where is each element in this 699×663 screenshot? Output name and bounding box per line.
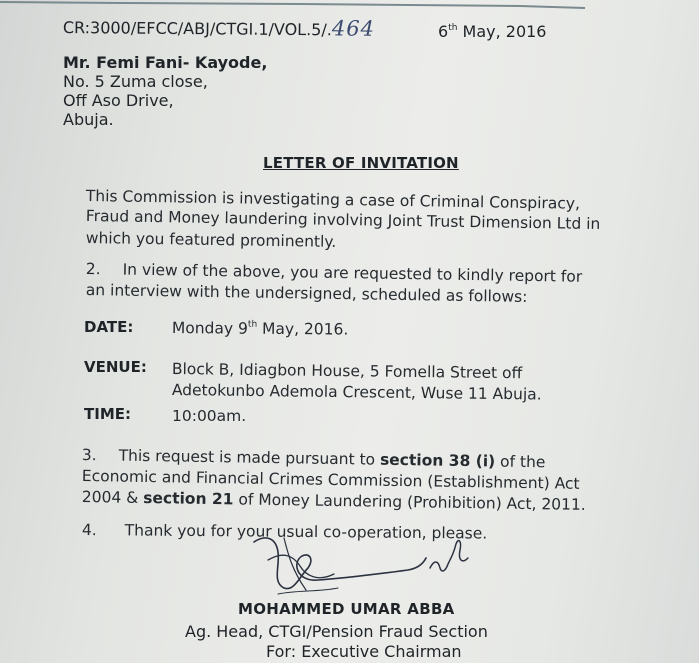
date-value-rest: May, 2016.: [257, 319, 349, 339]
para3-text-1a: This request is made pursuant to: [118, 446, 381, 469]
signatory-title: Ag. Head, CTGI/Pension Fraud Section: [185, 622, 488, 641]
date-rest: May, 2016: [457, 22, 547, 41]
para3-section-38: section 38 (i): [379, 450, 496, 471]
date-value-main: Monday 9: [171, 319, 248, 338]
letter-date: [438, 22, 546, 41]
recipient-address-line-1: No. 5 Zuma close,: [63, 72, 208, 91]
para4-text: Thank you for your usual co-operation, please.: [124, 521, 488, 543]
recipient-address-line-2: Off Aso Drive,: [63, 91, 174, 110]
recipient-address-line-3: Abuja.: [63, 110, 114, 129]
para3-line-3: [82, 488, 586, 514]
signatory-for: For: Executive Chairman: [266, 642, 462, 661]
time-label: TIME:: [84, 405, 131, 423]
para3-line-2: Economic and Financial Crimes Commission (Establishment) Act: [81, 467, 580, 493]
para1-line-2: Fraud and Money laundering involving Joint Trust Dimension Ltd in: [85, 207, 601, 234]
para1-line-3: which you featured prominently.: [85, 229, 337, 251]
para1-line-1: This Commission is investigating a case of Criminal Conspiracy,: [85, 187, 581, 213]
reference-handwritten: 464: [331, 16, 376, 41]
date-label: DATE:: [84, 318, 134, 336]
recipient-name: Mr. Femi Fani- Kayode,: [63, 53, 268, 72]
venue-line-1: Block B, Idiagbon House, 5 Fomella Street off: [171, 360, 523, 383]
venue-line-2: Adetokunbo Ademola Crescent, Wuse 11 Abuja.: [171, 381, 542, 404]
time-value: 10:00am.: [172, 407, 247, 425]
date-day: 6: [438, 22, 449, 41]
reference-printed: CR:3000/EFCC/ABJ/CTGI.1/VOL.5/.: [62, 17, 332, 40]
signatory-name: MOHAMMED UMAR ABBA: [238, 600, 455, 618]
para4-number: 4.: [81, 521, 97, 540]
para2-text-1: In view of the above, you are requested to kindly report for: [122, 260, 583, 286]
top-rule: [0, 0, 699, 10]
para3-section-21: section 21: [143, 488, 234, 509]
date-suffix: th: [448, 22, 458, 33]
para2-number: 2.: [85, 260, 101, 279]
handwritten-signature: [248, 530, 478, 600]
date-value: [172, 319, 349, 339]
letter-heading: LETTER OF INVITATION: [263, 154, 459, 172]
reference-number: [63, 14, 375, 41]
para3-text-3b: of Money Laundering (Prohibition) Act, 2011.: [233, 490, 586, 514]
date-value-suffix: th: [247, 319, 258, 330]
para3-text-1b: of the: [495, 452, 546, 472]
venue-label: VENUE:: [84, 358, 147, 376]
para3-text-3a: 2004 &: [81, 488, 144, 507]
para2-line-2: an interview with the undersigned, scheduled as follows:: [85, 281, 528, 306]
para3-number: 3.: [81, 446, 97, 465]
